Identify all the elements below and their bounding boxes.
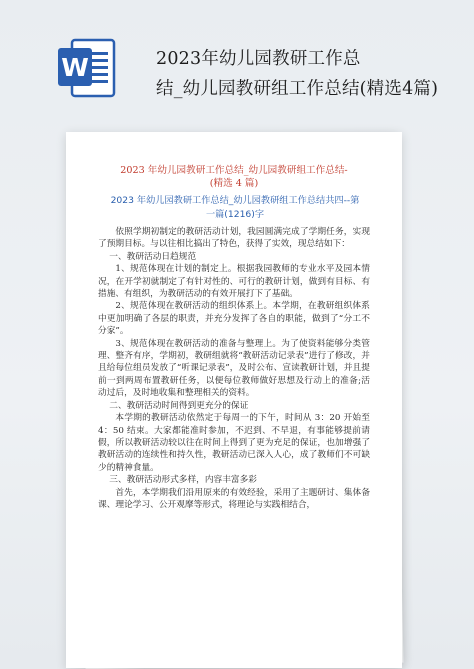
paragraph: 首先，本学期我们沿用原来的有效经验，采用了主题研讨、集体备课、理论学习、公开观摩等形式，将理论与实践相结合， [98, 487, 370, 510]
document-preview[interactable] [66, 132, 402, 668]
document-subheading-line-2: 一篇(1216)字 [205, 209, 265, 220]
word-document-icon [58, 38, 116, 98]
paragraph: 3、规范体现在教研活动的准备与整理上。为了使资料能够分类管理、整齐有序，学期初，教研组就将“教研活动记录表”进行了修改，并且给每位组员发放了“听课记录表”，及时公布、宣读教研计划，并且提前一到两周布置教研任务，以便每位教师做好思想及行动上的准备;活动过后，及时地收集和整理相关的资料。 [98, 338, 370, 399]
document-subheading-line-1: 2023 年幼儿园教研工作总结_幼儿园教研组工作总结共四--第 [110, 195, 360, 206]
header [0, 0, 474, 112]
document-heading [106, 164, 362, 190]
section-heading-1: 一、教研活动日趋规范 [109, 251, 197, 262]
word-logo-letter: W [61, 53, 89, 82]
page-title-line-2: 结_幼儿园教研组工作总结(精选4篇) [156, 79, 439, 99]
section-heading-2: 二、教研活动时间得到更充分的保证 [109, 400, 249, 411]
paragraph: 1、规范体现在计划的制定上。根据我园教师的专业水平及园本情况，在开学初就制定了有针对性的、可行的教研计划，做到有目标、有措施、有组织，为教研活动的有效开展打下了基础。 [98, 264, 370, 300]
document-heading-line-2: (精选 4 篇) [209, 178, 259, 189]
document-body [98, 226, 370, 511]
document-heading-line-1: 2023 年幼儿园教研工作总结_幼儿园教研组工作总结- [120, 165, 348, 176]
document-subheading [100, 194, 370, 222]
page-title [156, 44, 466, 104]
paragraph: 2、规范体现在教研活动的组织体系上。本学期，在教研组织体系中更加明确了各层的职责，并充分发挥了各自的职能，做到了“分工不分家”。 [98, 301, 370, 337]
page-title-line-1: 2023年幼儿园教研工作总 [156, 49, 361, 69]
paragraph: 本学期的教研活动依然定于每周一的下午，时间从 3：20 开始至4：50 结束。大家都能准时参加，不迟到、不早退，有事能够提前请假，所以教研活动较以往在时间上得到了更为充足的保证，也加增强了教研活动的连续性和持久性，教研活动已深入人心，成了教师们不可缺少的精神食量。 [98, 413, 370, 473]
paragraph-intro: 依照学期初制定的教研活动计划，我园圆满完成了学期任务，实现了预期目标。与以往相比搞出了特色，获得了实效，现总结如下： [98, 227, 370, 250]
section-heading-3: 三、教研活动形式多样，内容丰富多彩 [109, 475, 257, 486]
